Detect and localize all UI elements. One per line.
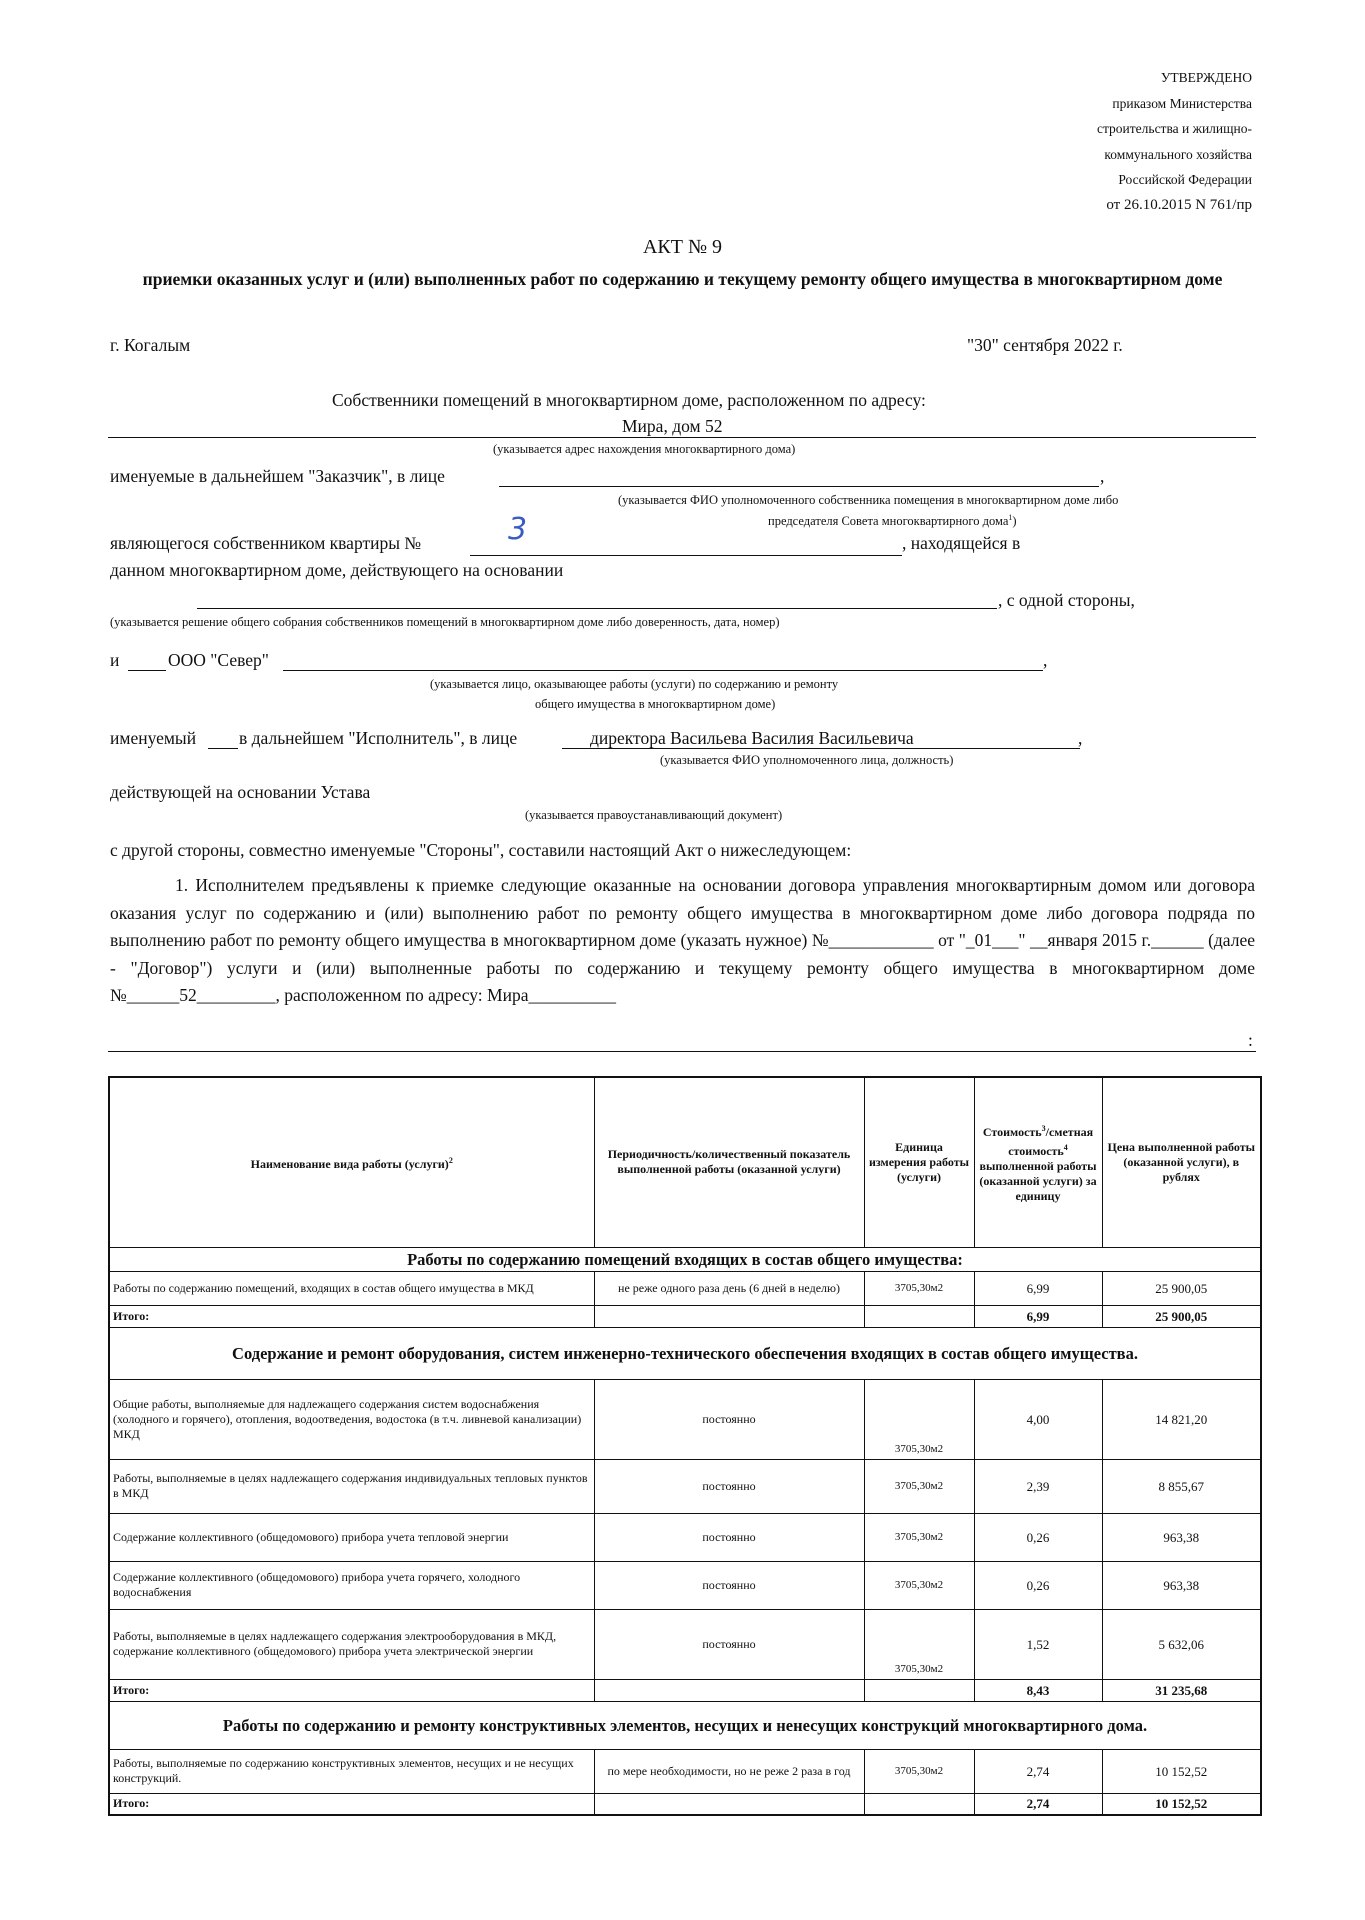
table-row — [109, 1379, 1261, 1459]
approval-block — [1097, 65, 1252, 218]
table-row — [109, 1459, 1261, 1513]
section-row — [109, 1701, 1261, 1749]
cell-price: 8 855,67 — [1102, 1459, 1261, 1513]
section-title: Работы по содержанию и ремонту конструктивных элементов, несущих и ненесущих конструкций многоквартирного дома. — [109, 1701, 1261, 1749]
city: г. Когалым — [110, 335, 191, 355]
cell-name: Работы, выполняемые в целях надлежащего содержания электрооборудования в МКД, содержание коллективного (общедомового) прибора учета электрической энергии — [109, 1609, 594, 1679]
table-row — [109, 1561, 1261, 1609]
paragraph-1: 1. Исполнителем предъявлены к приемке следующие оказанные на основании договора управления многоквартирным домом или договора оказания услуг по содержанию и (или) выполнению работ по ремонту общего имущества в многоквартирном доме либо договора подряда по выполнению работ по ремонту общего имущества в многоквартирном доме (указать нужное) №____________ от "_01___" __января 2015 г.______ (далее - "Договор") услуги и (или) выполненные работы по содержанию и текущему ремонту общего имущества в многоквартирном доме №______52_________, расположенном по адресу: Мира__________ — [110, 875, 1255, 1005]
acting-note: (указывается правоустанавливающий документ) — [525, 808, 783, 822]
cell-period: не реже одного раза день (6 дней в неделю) — [594, 1271, 864, 1305]
cell-price: 14 821,20 — [1102, 1379, 1261, 1459]
cell-unit: 3705,30м2 — [864, 1513, 974, 1561]
cell-period: постоянно — [594, 1609, 864, 1679]
total-cost: 6,99 — [974, 1305, 1102, 1327]
apartment-underline — [470, 555, 902, 556]
total-label: Итого: — [109, 1679, 594, 1701]
total-label: Итого: — [109, 1793, 594, 1815]
basis-line: данном многоквартирном доме, действующего на основании — [110, 560, 564, 580]
colon: : — [1248, 1030, 1253, 1050]
basis-underline — [197, 608, 997, 609]
section-title: Содержание и ремонт оборудования, систем инженерно-технического обеспечения входящих в состав общего имущества. — [109, 1327, 1261, 1379]
address-value: Мира, дом 52 — [622, 416, 723, 436]
header-name — [109, 1077, 594, 1247]
empty-cell — [864, 1793, 974, 1815]
header-unit: Единица измерения работы (услуги) — [864, 1077, 974, 1247]
address-note: (указывается адрес нахождения многоквартирного дома) — [493, 442, 796, 456]
header-cost-text: /сметная стоимость — [1008, 1124, 1094, 1158]
table-row — [109, 1749, 1261, 1793]
header-cost-text: выполненной работы (оказанной услуги) за единицу — [979, 1158, 1097, 1203]
empty-cell — [594, 1793, 864, 1815]
cell-unit: 3705,30м2 — [864, 1561, 974, 1609]
empty-cell — [594, 1679, 864, 1701]
cell-price: 25 900,05 — [1102, 1271, 1261, 1305]
cell-name: Работы, выполняемые в целях надлежащего содержания индивидуальных тепловых пунктов в МКД — [109, 1459, 594, 1513]
cell-name: Работы, выполняемые по содержанию конструктивных элементов, несущих и не несущих конструкций. — [109, 1749, 594, 1793]
footnote-mark: 2 — [448, 1155, 453, 1165]
customer-line: именуемые в дальнейшем "Заказчик", в лице — [110, 466, 445, 486]
cell-name: Работы по содержанию помещений, входящих в состав общего имущества в МКД — [109, 1271, 594, 1305]
act-date: "30" сентября 2022 г. — [967, 335, 1123, 355]
contractor-pre-underline — [128, 670, 166, 671]
section-row — [109, 1247, 1261, 1271]
comma: , — [1100, 466, 1105, 486]
act-title: АКТ № 9 — [642, 236, 723, 258]
cell-period: по мере необходимости, но не реже 2 раза в год — [594, 1749, 864, 1793]
cell-unit: 3705,30м2 — [864, 1271, 974, 1305]
cell-name: Содержание коллективного (общедомового) прибора учета горячего, холодного водоснабжения — [109, 1561, 594, 1609]
approval-line: УТВЕРЖДЕНО — [1160, 70, 1252, 85]
customer-note: (указывается ФИО уполномоченного собственника помещения в многоквартирном доме либо — [618, 493, 1119, 507]
cell-unit: 3705,30м2 — [864, 1609, 974, 1679]
table-header-row — [109, 1077, 1261, 1247]
comma: , — [1078, 728, 1083, 748]
total-price: 31 235,68 — [1102, 1679, 1261, 1701]
customer-note-close: ) — [1012, 514, 1017, 529]
contractor-name: ООО "Север" — [168, 650, 269, 670]
empty-cell — [594, 1305, 864, 1327]
address-underline — [108, 437, 1256, 438]
empty-cell — [864, 1305, 974, 1327]
total-row — [109, 1679, 1261, 1701]
approval-line: от 26.10.2015 N 761/пр — [1106, 196, 1252, 213]
apartment-number: 3 — [508, 512, 528, 547]
executor-person: директора Васильева Василия Васильевича — [590, 728, 914, 748]
cell-price: 10 152,52 — [1102, 1749, 1261, 1793]
cell-cost: 0,26 — [974, 1513, 1102, 1561]
paragraph-underline — [108, 1051, 1256, 1052]
owners-line: Собственники помещений в многоквартирном доме, расположенном по адресу: — [332, 390, 926, 410]
one-side: , с одной стороны, — [998, 590, 1135, 610]
approval-line: приказом Министерства — [1112, 95, 1252, 111]
cell-cost: 1,52 — [974, 1609, 1102, 1679]
table-row — [109, 1609, 1261, 1679]
executor-b: в дальнейшем "Исполнитель", в лице — [239, 728, 518, 748]
executor-underline-a — [208, 748, 238, 749]
cell-cost: 4,00 — [974, 1379, 1102, 1459]
other-side-line: с другой стороны, совместно именуемые "Стороны", составили настоящий Акт о нижеследующем: — [110, 840, 852, 860]
customer-underline — [499, 486, 1099, 487]
apartment-line: являющегося собственником квартиры № — [110, 533, 422, 553]
total-row — [109, 1793, 1261, 1815]
act-subtitle: приемки оказанных услуг и (или) выполненных работ по содержанию и текущему ремонту общего имущества в многоквартирном доме — [142, 269, 1223, 289]
total-row — [109, 1305, 1261, 1327]
basis-note: (указывается решение общего собрания собственников помещений в многоквартирном доме либо доверенность, дата, номер) — [110, 615, 780, 629]
cell-period: постоянно — [594, 1379, 864, 1459]
contractor-underline — [283, 670, 1043, 671]
apartment-tail: , находящейся в — [902, 533, 1021, 553]
cell-cost: 6,99 — [974, 1271, 1102, 1305]
cell-cost: 2,39 — [974, 1459, 1102, 1513]
header-name-text: Наименование вида работы (услуги) — [250, 1156, 449, 1171]
total-cost: 8,43 — [974, 1679, 1102, 1701]
empty-cell — [864, 1679, 974, 1701]
cell-name: Содержание коллективного (общедомового) прибора учета тепловой энергии — [109, 1513, 594, 1561]
cell-cost: 0,26 — [974, 1561, 1102, 1609]
cell-price: 963,38 — [1102, 1513, 1261, 1561]
total-price: 25 900,05 — [1102, 1305, 1261, 1327]
footnote-mark: 3 — [1041, 1123, 1046, 1133]
approval-line: Российской Федерации — [1118, 172, 1252, 187]
comma: , — [1043, 650, 1048, 670]
section-row — [109, 1327, 1261, 1379]
cell-period: постоянно — [594, 1459, 864, 1513]
cell-unit: 3705,30м2 — [864, 1379, 974, 1459]
footnote-mark: 4 — [1063, 1142, 1068, 1152]
contractor-note: (указывается лицо, оказывающее работы (услуги) по содержанию и ремонту — [430, 677, 839, 691]
approval-line: строительства и жилищно- — [1097, 121, 1252, 136]
total-label: Итого: — [109, 1305, 594, 1327]
cell-unit: 3705,30м2 — [864, 1749, 974, 1793]
works-table — [108, 1076, 1262, 1816]
footnote-mark: 1 — [1008, 513, 1013, 522]
table-row — [109, 1271, 1261, 1305]
cell-price: 5 632,06 — [1102, 1609, 1261, 1679]
cell-price: 963,38 — [1102, 1561, 1261, 1609]
cell-name: Общие работы, выполняемые для надлежащего содержания систем водоснабжения (холодного и горячего), отопления, водоотведения, водостока (в т.ч. ливневой канализации) МКД — [109, 1379, 594, 1459]
executor-a: именуемый — [110, 728, 197, 748]
total-price: 10 152,52 — [1102, 1793, 1261, 1815]
header-cost-text: Стоимость — [982, 1124, 1042, 1139]
customer-note-2 — [768, 513, 1017, 529]
header-period: Периодичность/количественный показатель выполненной работы (оказанной услуги) — [594, 1077, 864, 1247]
and-prefix: и — [110, 650, 120, 670]
section-title: Работы по содержанию помещений входящих в состав общего имущества: — [109, 1247, 1261, 1271]
executor-note: (указывается ФИО уполномоченного лица, должность) — [660, 753, 954, 767]
header-price: Цена выполненной работы (оказанной услуги), в рублях — [1102, 1077, 1261, 1247]
acting-line: действующей на основании Устава — [110, 782, 371, 802]
customer-note-text: председателя Совета многоквартирного дома — [768, 514, 1009, 529]
cell-unit: 3705,30м2 — [864, 1459, 974, 1513]
table-row — [109, 1513, 1261, 1561]
cell-period: постоянно — [594, 1513, 864, 1561]
approval-line: коммунального хозяйства — [1104, 146, 1252, 162]
contractor-note-2: общего имущества в многоквартирном доме) — [535, 697, 776, 711]
cell-period: постоянно — [594, 1561, 864, 1609]
total-cost: 2,74 — [974, 1793, 1102, 1815]
header-cost — [974, 1077, 1102, 1247]
cell-cost: 2,74 — [974, 1749, 1102, 1793]
